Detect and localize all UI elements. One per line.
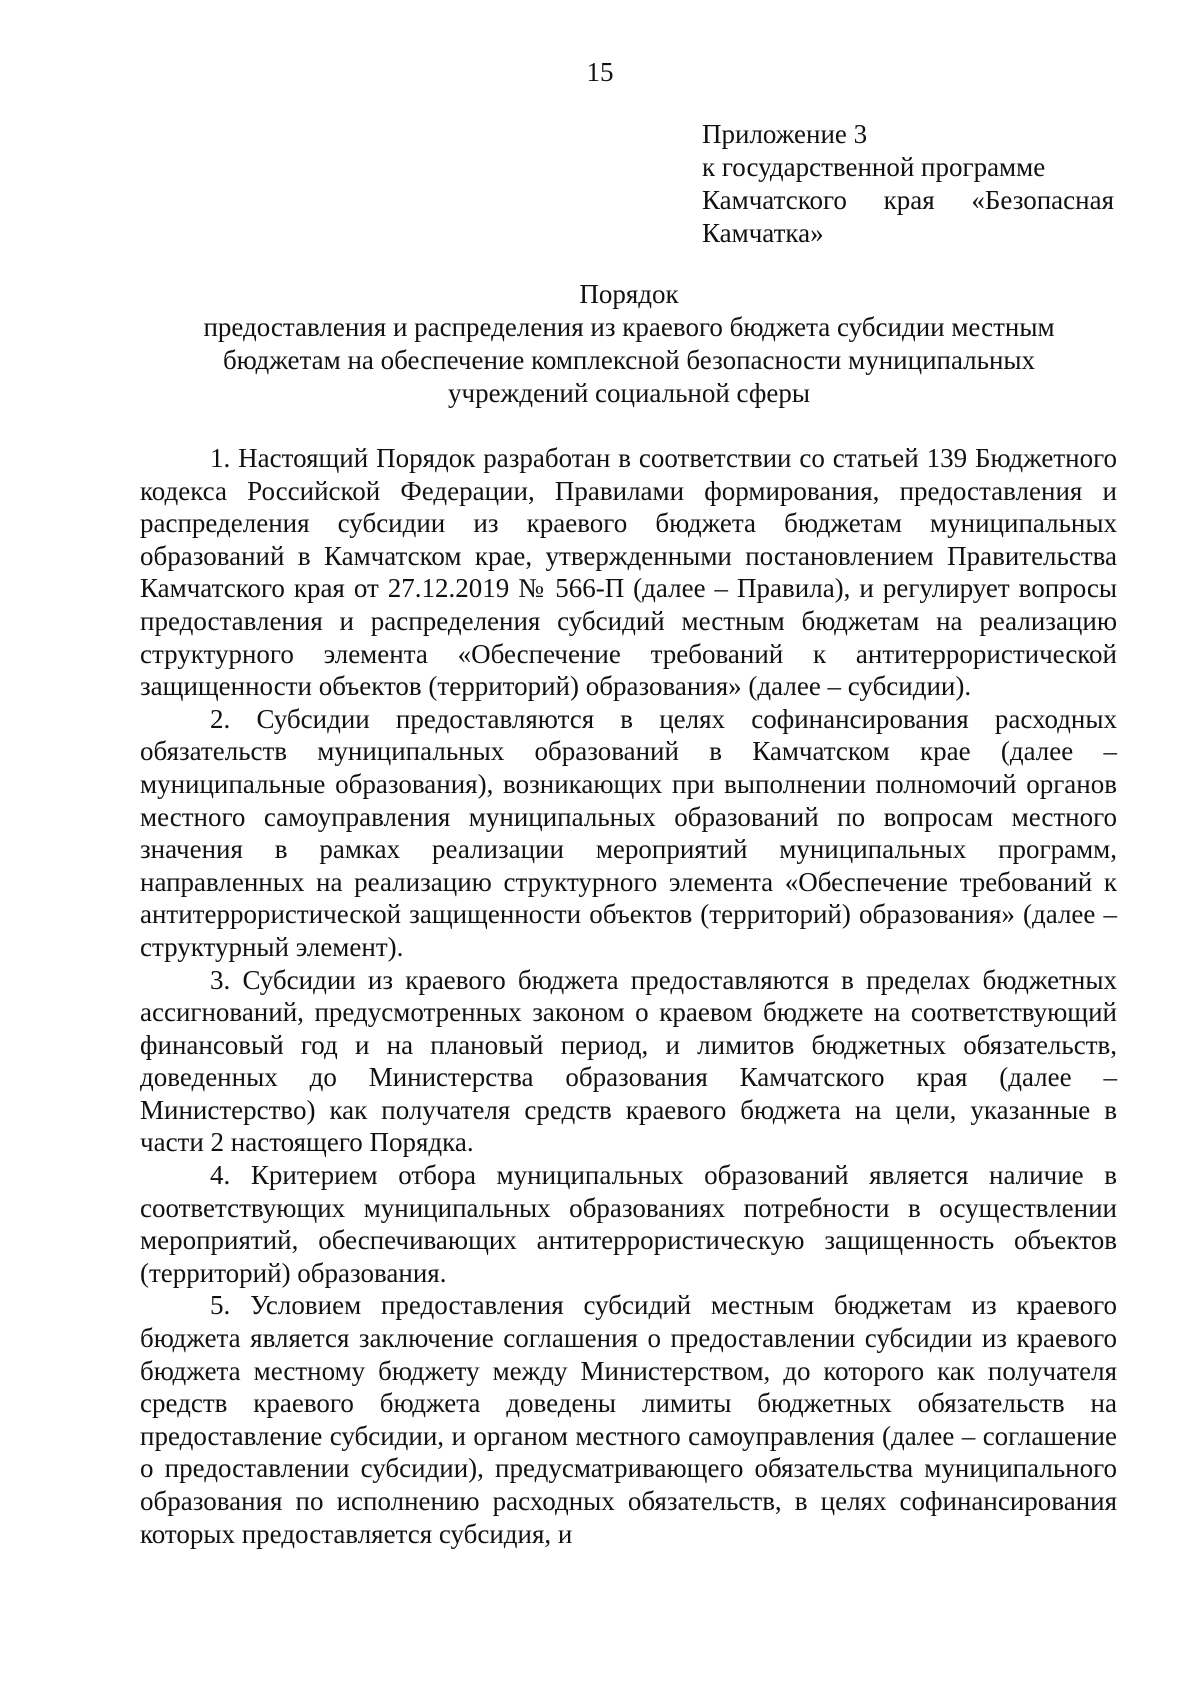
title-line: предоставления и распределения из краевого бюджета субсидии местным — [203, 312, 1055, 342]
page-number: 15 — [586, 57, 614, 87]
paragraph-text: Условием предоставления субсидий местным бюджетам из краевого бюджета является заключение соглашения о предоставлении субсидии из краевого бюджета местному бюджету между Министерством, до которого как получателя средств краевого бюджета доведены лимиты бюджетных обязательств на предоставление субсидии, и органом местного самоуправления (далее – соглашение о предоставлении субсидии), предусматривающего обязательства муниципального образования по исполнению расходных обязательств, в целях софинансирования которых предоставляется субсидия, и — [140, 1290, 1117, 1549]
paragraph-text: Критерием отбора муниципальных образований является наличие в соответствующих муниципальных образованиях потребности в осуществлении мероприятий, обеспечивающих антитеррористическую защищенность объектов (территорий) образования. — [140, 1160, 1117, 1288]
paragraph — [140, 1289, 1117, 1550]
annex-line: Камчатского края «Безопасная — [702, 185, 1114, 215]
annex-line: Приложение 3 — [702, 119, 868, 149]
paragraph — [140, 442, 1117, 703]
title-line: бюджетам на обеспечение комплексной безопасности муниципальных — [222, 345, 1036, 375]
paragraph-number: 5. — [210, 1290, 231, 1321]
paragraph-number: 3. — [210, 964, 231, 995]
paragraph-number: 2. — [210, 703, 231, 734]
document-body — [140, 442, 1117, 1550]
paragraph — [140, 1159, 1117, 1289]
paragraph-text: Настоящий Порядок разработан в соответствии со статьей 139 Бюджетного кодекса Российской Федерации, Правилами формирования, предоставления и распределения субсидии из краевого бюджета бюджетам муниципальных образований в Камчатском крае, утвержденными постановлением Правительства Камчатского края от 27.12.2019 № 566-П (далее – Правила), и регулирует вопросы предоставления и распределения субсидий местным бюджетам на реализацию структурного элемента «Обеспечение требований к антитеррористической защищенности объектов (территорий) образования» (далее – субсидии). — [140, 443, 1117, 702]
paragraph-number: 4. — [210, 1160, 231, 1191]
annex-line: к государственной программе — [702, 152, 1046, 182]
paragraph-text: Субсидии предоставляются в целях софинансирования расходных обязательств муниципальных образований в Камчатском крае (далее – муниципальные образования), возникающих при выполнении полномочий органов местного самоуправления муниципальных образований по вопросам местного значения в рамках реализации мероприятий муниципальных программ, направленных на реализацию структурного элемента «Обеспечение требований к антитеррористической защищенности объектов (территорий) образования» (далее – структурный элемент). — [140, 703, 1117, 962]
paragraph-text: Субсидии из краевого бюджета предоставляются в пределах бюджетных ассигнований, предусмотренных законом о краевом бюджете на соответствующий финансовый год и на плановый период, и лимитов бюджетных обязательств, доведенных до Министерства образования Камчатского края (далее – Министерство) как получателя средств краевого бюджета на цели, указанные в части 2 настоящего Порядка. — [140, 964, 1117, 1158]
paragraph — [140, 964, 1117, 1160]
annex-header — [702, 118, 1114, 250]
title-heading: Порядок — [579, 279, 679, 309]
paragraph — [140, 703, 1117, 964]
document-title — [140, 278, 1118, 410]
paragraph-number: 1. — [210, 443, 231, 473]
title-line: учреждений социальной сферы — [447, 378, 810, 408]
annex-line: Камчатка» — [702, 218, 824, 248]
